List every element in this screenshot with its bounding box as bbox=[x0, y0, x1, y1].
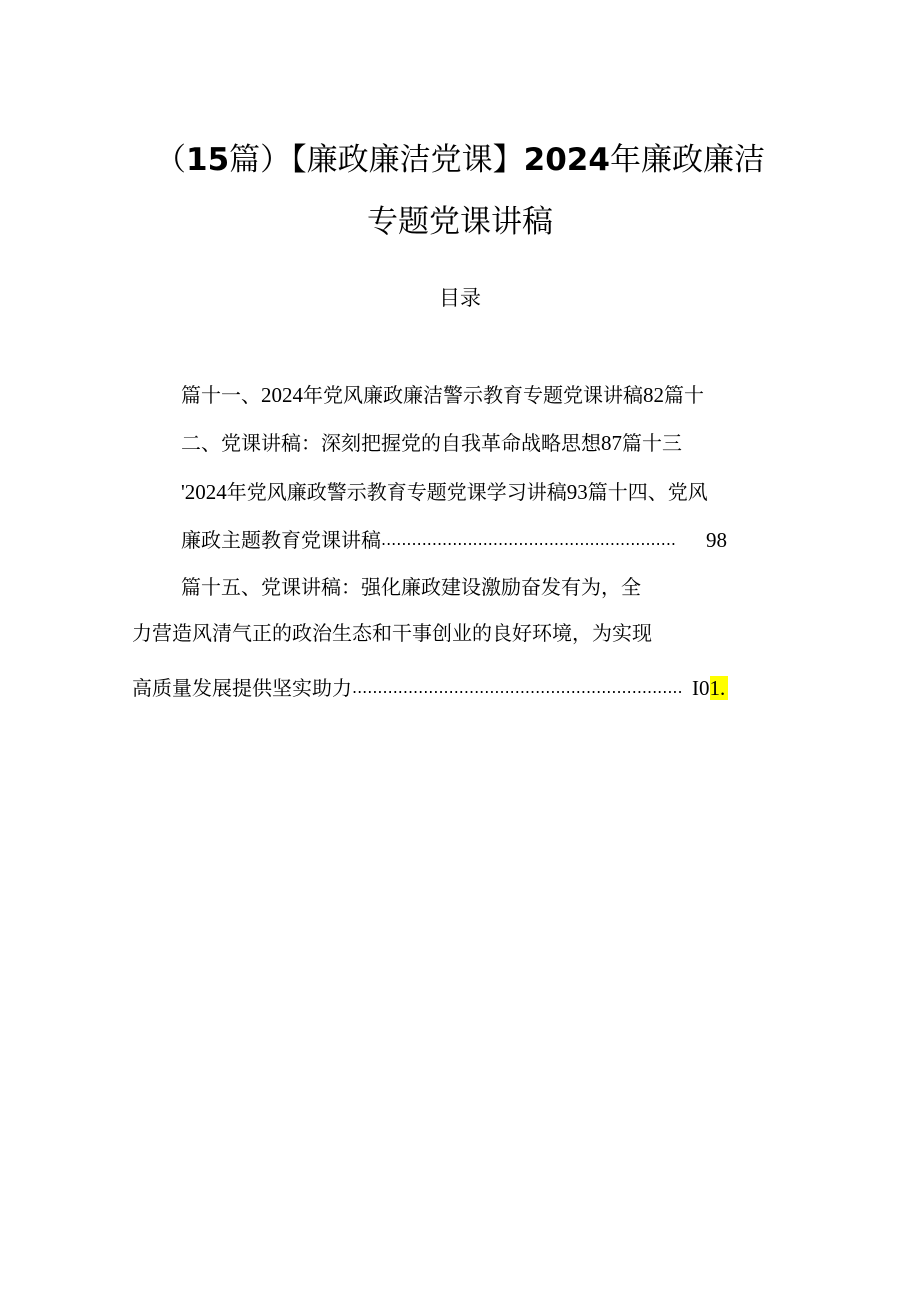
toc-line-5 bbox=[181, 572, 641, 602]
toc-line-7 bbox=[132, 673, 728, 703]
toc-text: 篇十五、党课讲稿：强化廉政建设激励奋发有为，全 bbox=[181, 575, 641, 599]
toc-text: 高质量发展提供坚实助力 bbox=[132, 676, 352, 700]
title-year: 2024 bbox=[523, 142, 610, 178]
title-count: 15 bbox=[186, 142, 230, 178]
toc-year: 2024 bbox=[261, 383, 303, 407]
toc-page-number: 82 bbox=[643, 383, 664, 407]
toc-page-number: 93 bbox=[566, 480, 588, 504]
document-title-line-2: 专题党课讲稿 bbox=[367, 204, 553, 240]
toc-text: 力营造风清气正的政治生态和干事创业的良好环境，为实现 bbox=[132, 621, 652, 645]
title-topic: 篇）【廉政廉洁党课】 bbox=[229, 142, 524, 178]
toc-leader-dots: .......................................................... bbox=[381, 530, 676, 549]
toc-page-number: I0 bbox=[692, 676, 710, 700]
toc-year: '2024 bbox=[181, 480, 227, 504]
toc-page-number-highlight: 1. bbox=[710, 676, 729, 700]
toc-text: 篇十三 bbox=[622, 431, 682, 455]
toc-text: 篇十一、 bbox=[181, 383, 261, 407]
toc-leader-dots: ................................................................. bbox=[352, 678, 683, 697]
toc-page-number: 98 bbox=[706, 528, 727, 552]
document-title-line-1 bbox=[0, 140, 920, 180]
toc-text: 篇十 bbox=[664, 383, 704, 407]
toc-text: 廉政主题教育党课讲稿 bbox=[181, 528, 381, 552]
toc-line-4 bbox=[181, 525, 727, 555]
title-paren-open: （ bbox=[155, 142, 187, 178]
toc-text: 年党风廉政警示教育专题党课学习讲稿 bbox=[226, 480, 567, 504]
toc-text: 篇十四、党风 bbox=[587, 480, 708, 504]
toc-line-6 bbox=[132, 618, 652, 648]
toc-text: 年党风廉政廉洁警示教育专题党课讲稿 bbox=[303, 383, 643, 407]
title-subject: 年廉政廉洁 bbox=[609, 142, 765, 178]
toc-text: 二、党课讲稿：深刻把握党的自我革命战略思想 bbox=[181, 431, 601, 455]
toc-page-number: 87 bbox=[601, 431, 622, 455]
toc-line-2 bbox=[181, 428, 682, 458]
toc-line-1 bbox=[181, 380, 704, 410]
toc-line-3 bbox=[181, 477, 708, 507]
toc-heading: 目录 bbox=[439, 286, 481, 310]
